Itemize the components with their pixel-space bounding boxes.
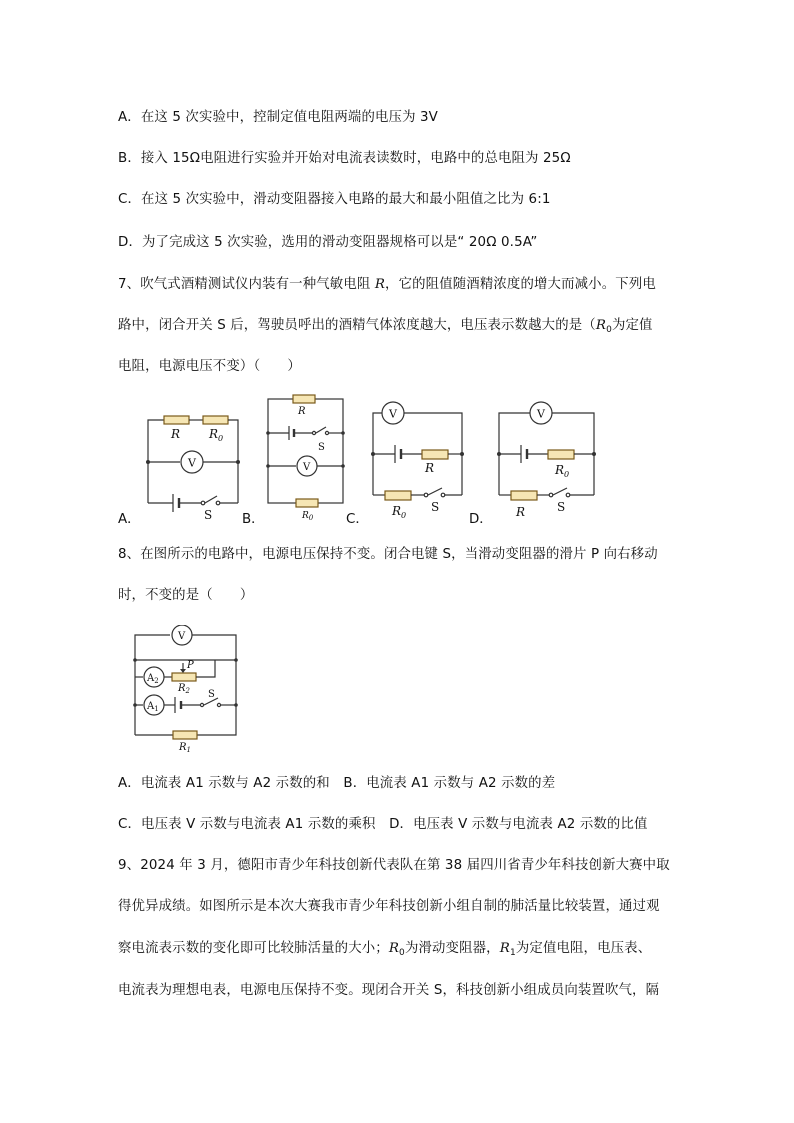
label-r0: $R_0$ <box>209 427 224 443</box>
q8-options-row1: A．电流表 A1 示数与 A2 示数的和 B．电流表 A1 示数与 A2 示数的差 <box>118 776 556 791</box>
circuit-d <box>497 402 596 500</box>
label-r: R <box>298 406 306 417</box>
q8-stem-line1: 8、在图所示的电路中，电源电压保持不变。闭合电键 S，当滑动变阻器的滑片 P 向右移动 <box>118 547 658 562</box>
resistor-r0 <box>296 499 318 507</box>
circuit-c <box>371 402 464 500</box>
resistor-r <box>511 491 537 500</box>
resistor-r0 <box>385 491 411 500</box>
label-r0: $R_0$ <box>392 504 407 520</box>
label-v: V <box>389 407 397 421</box>
q8-circuit-diagram <box>125 625 265 755</box>
label-p: P <box>187 660 194 671</box>
q9-stem-line2: 得优异成绩。如图所示是本次大赛我市青少年科技创新小组自制的肺活量比较装置，通过观 <box>118 899 660 914</box>
label-s: S <box>204 508 213 522</box>
label-v: V <box>178 631 186 642</box>
q7-stem-line2: 路中，闭合开关 S 后，驾驶员呼出的酒精气体浓度越大，电压表示数越大的是（$R_0$为定值 <box>118 318 653 335</box>
label-s: S <box>318 442 325 453</box>
q6-option-c: C．在这 5 次实验中，滑动变阻器接入电路的最大和最小阻值之比为 6:1 <box>118 192 551 207</box>
resistor-r <box>293 395 315 403</box>
label-r0: $R_0$ <box>555 463 570 479</box>
q6-option-a: A．在这 5 次实验中，控制定值电阻两端的电压为 3V <box>118 110 438 125</box>
q8-options-row2: C．电压表 V 示数与电流表 A1 示数的乘积 D．电压表 V 示数与电流表 A2 示数的比值 <box>118 817 648 832</box>
q6-option-d: D．为了完成这 5 次实验，选用的滑动变阻器规格可以是“ 20Ω 0.5A” <box>118 235 538 250</box>
q9-stem-line4: 电流表为理想电表，电源电压保持不变。现闭合开关 S，科技创新小组成员向装置吹气，隔 <box>118 983 660 998</box>
resistor-r0 <box>203 416 228 424</box>
q7-stem-line3: 电阻，电源电压不变）（ ） <box>118 359 301 374</box>
label-r: R <box>171 427 181 441</box>
label-v: V <box>303 462 311 473</box>
resistor-r1 <box>173 731 197 739</box>
label-r: R <box>516 505 526 519</box>
label-s: S <box>208 689 215 700</box>
resistor-r0 <box>548 450 574 459</box>
q9-stem-line3: 察电流表示数的变化即可比较肺活量的大小；$R_0$为滑动变阻器，$R_1$为定值电阻，电压表、 <box>118 941 652 958</box>
q7-circuit-diagrams <box>0 390 794 530</box>
label-v: V <box>188 456 196 470</box>
label-r2: $R_2$ <box>178 683 190 695</box>
label-v: V <box>537 407 545 421</box>
q7-option-a-label: A． <box>118 512 141 527</box>
q6-option-b: B．接入 15Ω电阻进行实验并开始对电流表读数时，电路中的总电阻为 25Ω <box>118 151 571 166</box>
label-r1: $R_1$ <box>179 742 191 754</box>
q7-option-d-label: D． <box>469 512 493 527</box>
q7-stem-line1: 7、吹气式酒精测试仪内装有一种气敏电阻 R，它的阻值随酒精浓度的增大而减小。下列电 <box>118 277 656 292</box>
q7-option-b-label: B． <box>242 512 265 527</box>
label-r: R <box>425 461 435 475</box>
q7-option-c-label: C． <box>346 512 369 527</box>
label-a2: $A_2$ <box>147 673 159 685</box>
label-s: S <box>431 500 440 514</box>
q9-stem-line1: 9、2024 年 3 月，德阳市青少年科技创新代表队在第 38 届四川省青少年科技创新大赛中取 <box>118 858 670 873</box>
label-a1: $A_1$ <box>147 701 159 713</box>
label-s: S <box>557 500 566 514</box>
resistor-r <box>164 416 189 424</box>
resistor-r2 <box>172 673 196 681</box>
q8-stem-line2: 时，不变的是（ ） <box>118 588 254 603</box>
label-r0: $R_0$ <box>302 511 314 522</box>
resistor-r <box>422 450 448 459</box>
